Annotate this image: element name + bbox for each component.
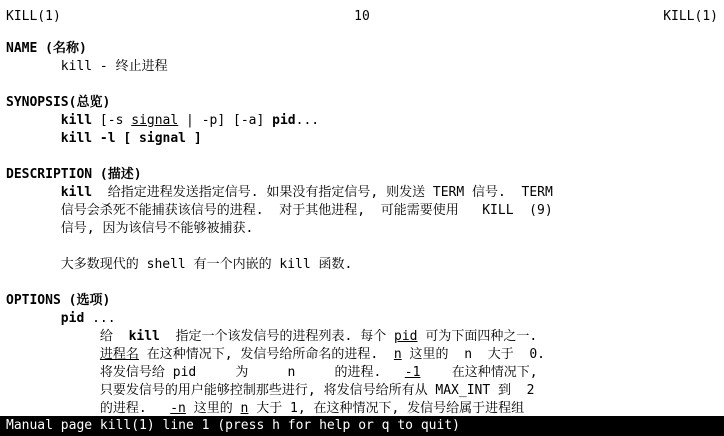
description-command: kill	[60, 185, 93, 200]
section-heading-name: NAME (名称)	[6, 41, 87, 56]
spacer	[6, 274, 718, 292]
options-underline-pid: pid	[394, 329, 418, 344]
options-text-4: 可为下面四种之一.	[417, 329, 538, 344]
options-text-2: 给	[6, 329, 129, 344]
options-text-1: ...	[84, 311, 116, 326]
spacer	[6, 238, 718, 256]
header-center: 10	[354, 9, 370, 24]
status-bar[interactable]: Manual page kill(1) line 1 (press h for help or q to quit)	[0, 416, 724, 436]
synopsis-text-2: | -p] [-a]	[178, 113, 273, 128]
options-command: kill	[128, 329, 160, 344]
options-line-4	[6, 364, 718, 382]
man-page-header	[6, 8, 718, 26]
options-arg-pid: pid	[60, 311, 85, 326]
options-underline-n: n	[393, 347, 402, 362]
options-text-3: 指定一个该发信号的进程列表. 每个	[159, 329, 395, 344]
section-heading-synopsis: SYNOPSIS(总览)	[6, 95, 111, 110]
options-text-11: 大于 1, 在这种情况下, 发信号给属于进程组	[248, 401, 525, 416]
synopsis-line-1	[6, 112, 718, 130]
options-text-6: 这里的 n 大于 0.	[401, 347, 546, 362]
section-heading-description: DESCRIPTION (描述)	[6, 167, 142, 182]
synopsis-arg-pid: pid	[272, 113, 296, 128]
description-line-4: 大多数现代的 shell 有一个内嵌的 kill 函数.	[6, 257, 353, 272]
synopsis-command: kill	[60, 113, 93, 128]
spacer	[6, 76, 718, 94]
description-line-2: 信号会杀死不能捕获该信号的进程. 对于其他进程, 可能需要使用 KILL (9)	[6, 203, 553, 218]
options-underline-minusn: -n	[170, 401, 186, 416]
synopsis-line-2: kill -l [ signal ]	[6, 131, 202, 146]
synopsis-indent	[6, 113, 61, 128]
options-underline-minus1: -1	[404, 365, 421, 380]
synopsis-text-3: ...	[295, 113, 320, 128]
options-line-1	[6, 310, 718, 328]
options-line-3	[6, 346, 718, 364]
options-line-2	[6, 328, 718, 346]
spacer	[6, 148, 718, 166]
options-underline-procname: 进程名	[99, 347, 139, 362]
options-text-10: 这里的	[185, 401, 241, 416]
synopsis-arg-signal: signal	[131, 113, 179, 128]
options-text-9: 的进程.	[6, 401, 171, 416]
options-underline-n2: n	[240, 401, 249, 416]
options-text-8: 在这种情况下,	[420, 365, 538, 380]
header-right: KILL(1)	[663, 9, 718, 24]
description-text-1: 给指定进程发送指定信号. 如果没有指定信号, 则发送 TERM 信号. TERM	[92, 185, 553, 200]
options-indent-3	[6, 347, 100, 362]
options-indent	[6, 311, 61, 326]
header-left: KILL(1)	[6, 9, 61, 24]
description-indent	[6, 185, 61, 200]
description-line-1	[6, 184, 718, 202]
description-line-3: 信号, 因为该信号不能够被捕获.	[6, 221, 254, 236]
section-heading-options: OPTIONS (选项)	[6, 293, 111, 308]
options-text-5: 在这种情况下, 发信号给所命名的进程.	[138, 347, 394, 362]
options-text-7: 将发信号给 pid 为 n 的进程.	[6, 365, 405, 380]
section-body-name: kill - 终止进程	[6, 59, 168, 74]
options-line-5: 只要发信号的用户能够控制那些进行, 将发信号给所有从 MAX_INT 到 2	[6, 383, 535, 398]
synopsis-text-1: [-s	[92, 113, 132, 128]
